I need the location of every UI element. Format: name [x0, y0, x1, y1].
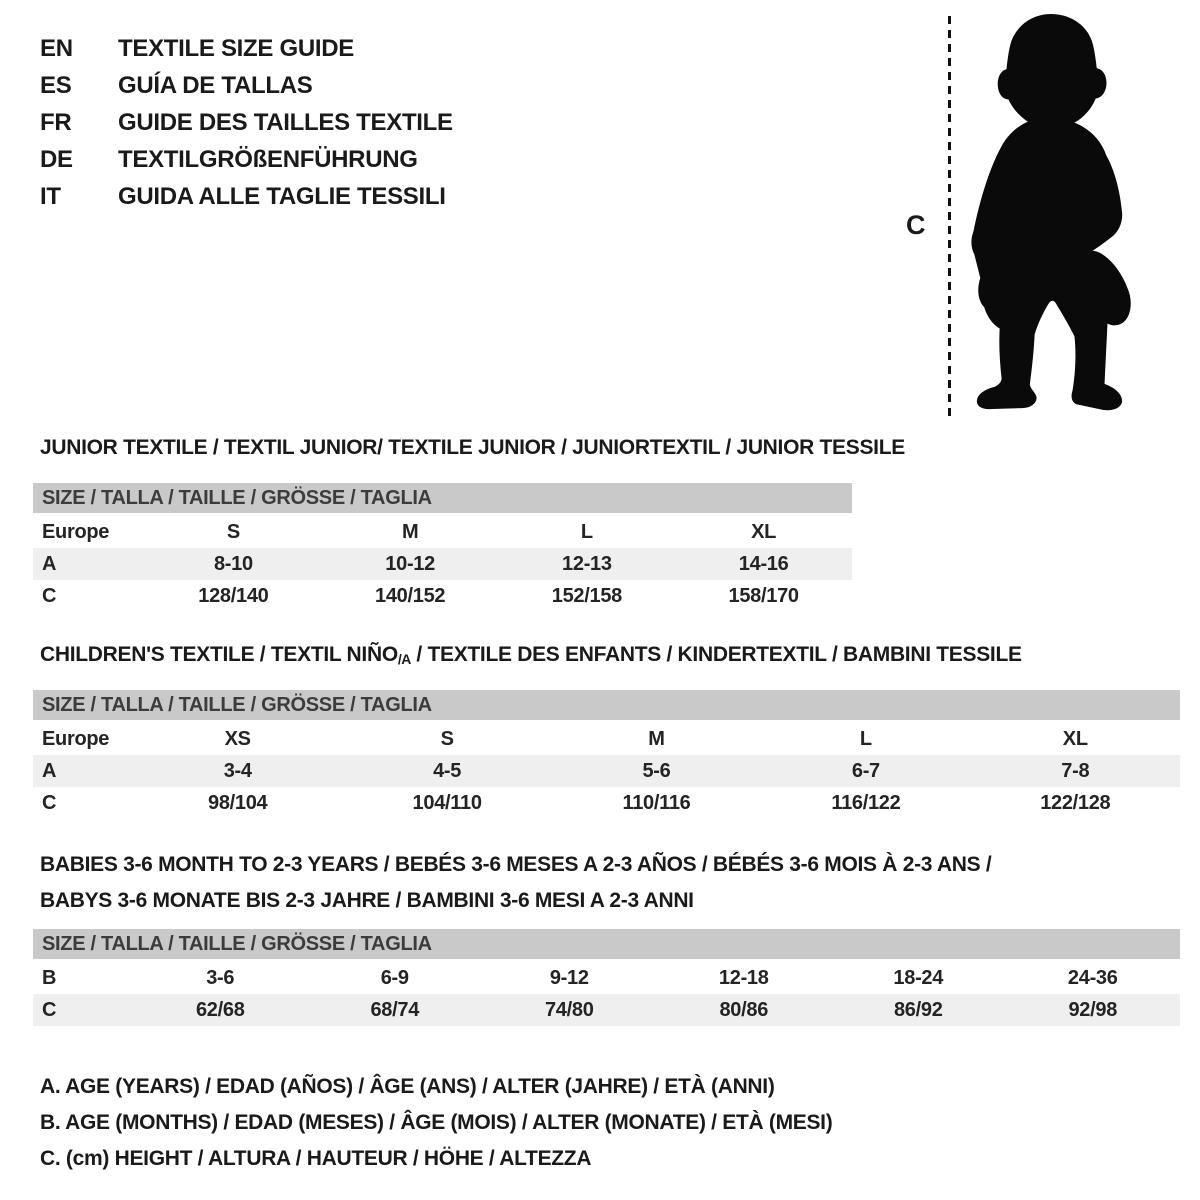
table-cell: 152/158	[551, 584, 622, 607]
table-cell: 8-10	[213, 552, 253, 575]
table-row-europe	[33, 516, 852, 548]
table-cell: L	[580, 520, 593, 543]
table-row-europe	[33, 723, 1180, 755]
table-cell: 12-18	[718, 966, 769, 989]
size-header-band: SIZE / TALLA / TAILLE / GRÖSSE / TAGLIA	[33, 483, 852, 513]
table-cell: 6-9	[380, 966, 409, 989]
lang-code: EN	[40, 34, 73, 62]
table-cell: 110/116	[622, 791, 691, 814]
size-header-band: SIZE / TALLA / TAILLE / GRÖSSE / TAGLIA	[33, 929, 1180, 959]
row-label: C	[42, 998, 57, 1021]
children-title-subscript: /A	[397, 651, 411, 667]
lang-title: TEXTILE SIZE GUIDE	[118, 34, 354, 62]
lang-title: GUÍA DE TALLAS	[118, 71, 313, 99]
table-cell: 4-5	[433, 759, 462, 782]
table-row-height	[33, 994, 1180, 1026]
lang-title: GUIDA ALLE TAGLIE TESSILI	[118, 182, 446, 210]
lang-code: FR	[40, 108, 72, 136]
table-cell: M	[648, 727, 665, 750]
lang-row-it	[40, 178, 453, 215]
table-cell: 98/104	[208, 791, 268, 814]
table-cell: 158/170	[728, 584, 799, 607]
table-cell: 24-36	[1067, 966, 1118, 989]
row-label: C	[42, 584, 57, 607]
babies-size-table	[33, 929, 1180, 1026]
legend-line-b: B. AGE (MONTHS) / EDAD (MESES) / ÂGE (MOIS) / ALTER (MONATE) / ETÀ (MESI)	[40, 1111, 833, 1134]
children-section-title	[40, 643, 1022, 667]
babies-section-title	[40, 847, 991, 919]
table-cell: 7-8	[1061, 759, 1090, 782]
table-cell: 140/152	[375, 584, 446, 607]
lang-row-es	[40, 67, 453, 104]
table-cell: 128/140	[198, 584, 269, 607]
table-cell: XL	[1062, 727, 1088, 750]
table-cell: 116/122	[831, 791, 901, 814]
table-cell: 3-4	[223, 759, 252, 782]
table-cell: S	[440, 727, 454, 750]
row-label: A	[42, 552, 57, 575]
table-cell: 74/80	[544, 998, 594, 1021]
row-label: C	[42, 791, 57, 814]
children-title-main: CHILDREN'S TEXTILE / TEXTIL NIÑO	[40, 643, 398, 666]
table-row-height	[33, 580, 852, 612]
junior-size-table	[33, 483, 852, 612]
lang-title: TEXTILGRÖßENFÜHRUNG	[118, 145, 418, 173]
table-row-height	[33, 787, 1180, 819]
lang-code: ES	[40, 71, 72, 99]
table-cell: 12-13	[562, 552, 612, 575]
table-cell: 18-24	[893, 966, 944, 989]
table-cell: 80/86	[719, 998, 769, 1021]
row-label: A	[42, 759, 57, 782]
height-measure-dashed-line	[948, 16, 951, 416]
table-cell: 9-12	[549, 966, 589, 989]
table-cell: M	[401, 520, 419, 543]
lang-row-fr	[40, 104, 453, 141]
table-cell: 3-6	[206, 966, 235, 989]
size-header-band: SIZE / TALLA / TAILLE / GRÖSSE / TAGLIA	[33, 690, 1180, 720]
table-cell: XS	[224, 727, 251, 750]
table-row-age	[33, 755, 1180, 787]
junior-section-title: JUNIOR TEXTILE / TEXTIL JUNIOR/ TEXTILE JUNIOR / JUNIORTEXTIL / JUNIOR TESSILE	[40, 436, 905, 459]
children-size-table	[33, 690, 1180, 819]
table-cell: L	[859, 727, 872, 750]
babies-title-line2: BABYS 3-6 MONATE BIS 2-3 JAHRE / BAMBINI 3-6 MESI A 2-3 ANNI	[40, 889, 694, 912]
height-measure-label: C	[906, 210, 926, 240]
table-cell: 122/128	[1040, 791, 1111, 814]
lang-title: GUIDE DES TAILLES TEXTILE	[118, 108, 453, 136]
table-cell: 68/74	[370, 998, 420, 1021]
table-cell: 62/68	[195, 998, 245, 1021]
language-title-block	[40, 30, 453, 215]
children-title-rest: / TEXTILE DES ENFANTS / KINDERTEXTIL / BAMBINI TESSILE	[410, 643, 1022, 666]
lang-row-de	[40, 141, 453, 178]
table-cell: 14-16	[738, 552, 789, 575]
table-row-age	[33, 548, 852, 580]
row-label: Europe	[42, 727, 110, 750]
lang-code: DE	[40, 145, 73, 173]
row-label: Europe	[42, 520, 110, 543]
table-cell: 6-7	[851, 759, 880, 782]
babies-title-line1: BABIES 3-6 MONTH TO 2-3 YEARS / BEBÉS 3-6 MESES A 2-3 AÑOS / BÉBÉS 3-6 MOIS À 2-3 ANS /	[40, 853, 992, 876]
table-cell: 86/92	[893, 998, 943, 1021]
legend-line-c: C. (cm) HEIGHT / ALTURA / HAUTEUR / HÖHE / ALTEZZA	[40, 1147, 592, 1170]
legend	[40, 1069, 832, 1177]
row-label: B	[42, 966, 57, 989]
toddler-silhouette-icon	[962, 12, 1150, 412]
table-cell: 104/110	[412, 791, 482, 814]
lang-code: IT	[40, 182, 61, 210]
table-cell: S	[226, 520, 240, 543]
table-cell: 10-12	[385, 552, 435, 575]
legend-line-a: A. AGE (YEARS) / EDAD (AÑOS) / ÂGE (ANS) / ALTER (JAHRE) / ETÀ (ANNI)	[40, 1075, 775, 1098]
table-row-months	[33, 962, 1180, 994]
table-cell: 5-6	[642, 759, 671, 782]
table-cell: 92/98	[1068, 998, 1118, 1021]
table-cell: XL	[751, 520, 777, 543]
lang-row-en	[40, 30, 453, 67]
